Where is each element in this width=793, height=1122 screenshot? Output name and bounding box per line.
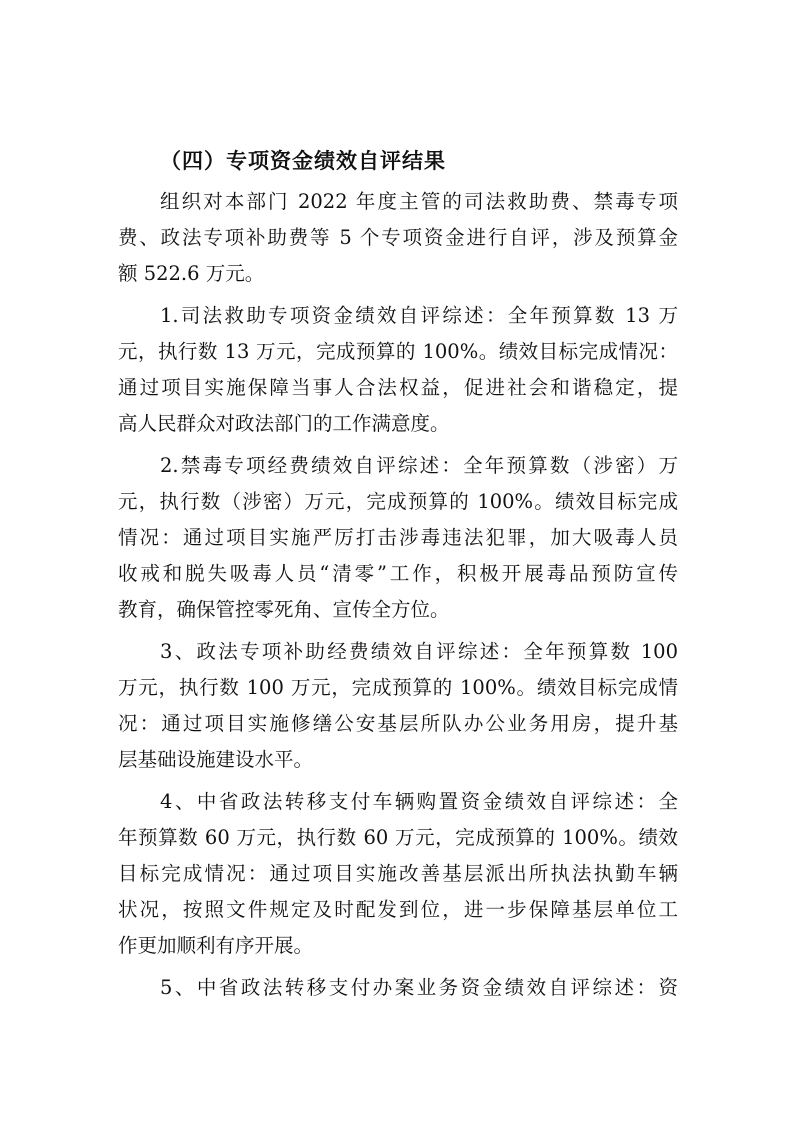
paragraph-4-line-3: 况：通过项目实施修缮公安基层所队办公业务用房，提升基 bbox=[118, 712, 678, 735]
paragraph-4-line-1: 3、政法专项补助经费绩效自评综述：全年预算数 100 bbox=[160, 640, 678, 663]
paragraph-5-line-4: 状况，按照文件规定及时配发到位，进一步保障基层单位工 bbox=[118, 898, 678, 921]
paragraph-5-line-2: 年预算数 60 万元，执行数 60 万元，完成预算的 100%。绩效 bbox=[118, 826, 678, 849]
paragraph-5-line-5: 作更加顺利有序开展。 bbox=[118, 934, 314, 957]
paragraph-4-line-2: 万元，执行数 100 万元，完成预算的 100%。绩效目标完成情 bbox=[118, 676, 678, 699]
section-title: （四）专项资金绩效自评结果 bbox=[160, 149, 446, 173]
paragraph-3-line-5: 教育，确保管控零死角、宣传全方位。 bbox=[118, 598, 450, 621]
paragraph-1-line-2: 费、政法专项补助费等 5 个专项资金进行自评，涉及预算金 bbox=[118, 226, 678, 249]
paragraph-3-line-2: 元，执行数（涉密）万元，完成预算的 100%。绩效目标完成 bbox=[118, 490, 678, 513]
paragraph-2-line-4: 高人民群众对政法部门的工作满意度。 bbox=[118, 412, 450, 435]
paragraph-3-line-1: 2.禁毒专项经费绩效自评综述：全年预算数（涉密）万 bbox=[160, 454, 678, 477]
paragraph-2-line-1: 1.司法救助专项资金绩效自评综述：全年预算数 13 万 bbox=[160, 304, 678, 327]
paragraph-1-line-3: 额 522.6 万元。 bbox=[118, 262, 265, 285]
paragraph-6-line-1: 5、中省政法转移支付办案业务资金绩效自评综述：资 bbox=[160, 976, 678, 999]
paragraph-3-line-3: 情况：通过项目实施严厉打击涉毒违法犯罪，加大吸毒人员 bbox=[118, 526, 678, 549]
paragraph-3-line-4: 收戒和脱失吸毒人员“清零”工作，积极开展毒品预防宣传 bbox=[118, 562, 678, 585]
paragraph-5-line-3: 目标完成情况：通过项目实施改善基层派出所执法执勤车辆 bbox=[118, 862, 678, 885]
paragraph-5-line-1: 4、中省政法转移支付车辆购置资金绩效自评综述：全 bbox=[160, 790, 678, 813]
paragraph-2-line-3: 通过项目实施保障当事人合法权益，促进社会和谐稳定，提 bbox=[118, 376, 678, 399]
paragraph-2-line-2: 元，执行数 13 万元，完成预算的 100%。绩效目标完成情况： bbox=[118, 340, 678, 363]
paragraph-4-line-4: 层基础设施建设水平。 bbox=[118, 748, 314, 771]
paragraph-1-line-1: 组织对本部门 2022 年度主管的司法救助费、禁毒专项 bbox=[160, 190, 678, 213]
